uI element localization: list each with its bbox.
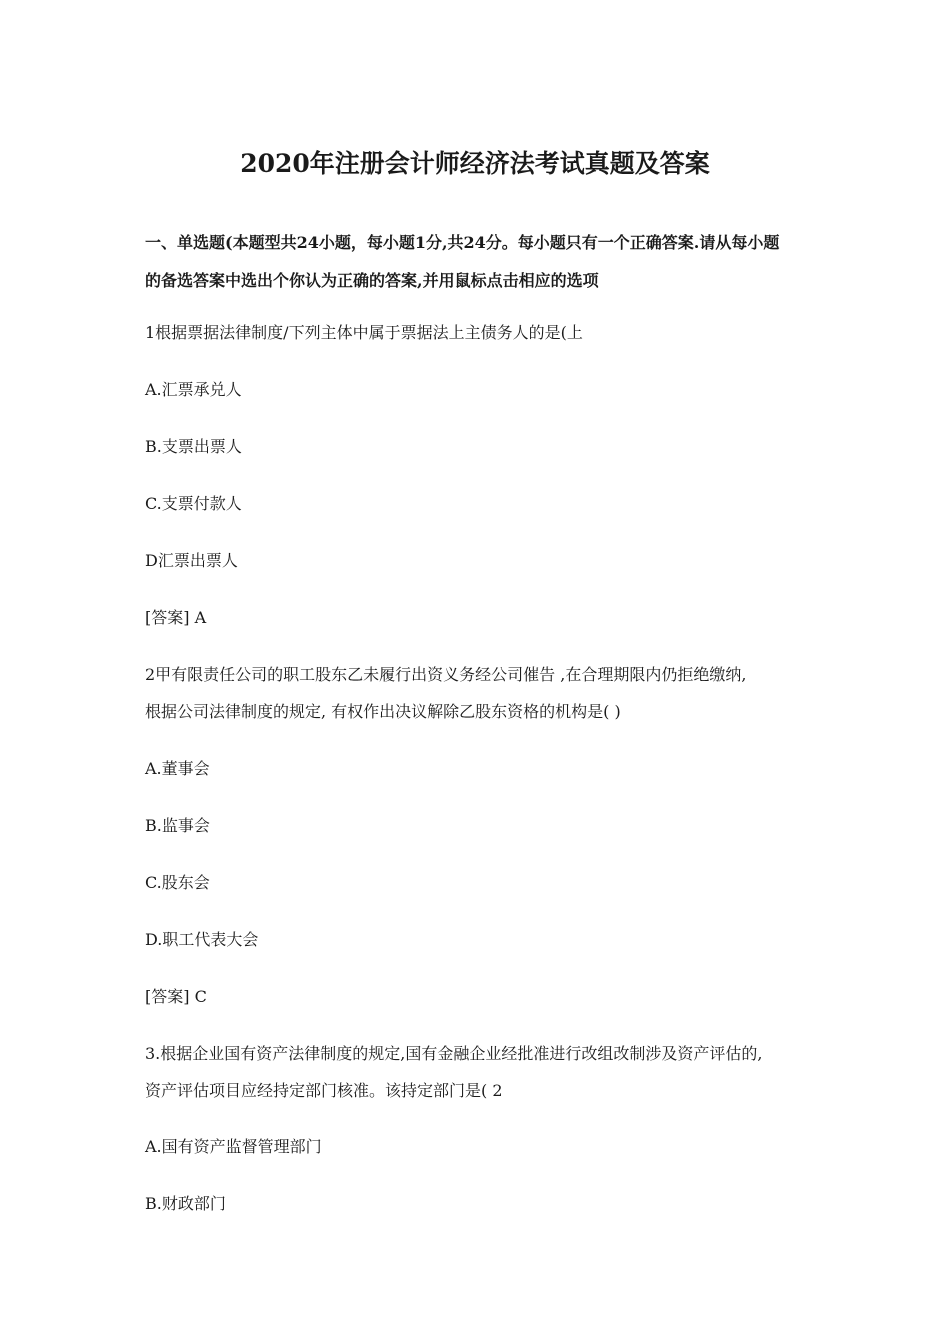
question-1-option-d: D汇票出票人	[145, 551, 238, 570]
question-3-stem-line-1: 3.根据企业国有资产法律制度的规定,国有金融企业经批准进行改组改制涉及资产评估的,	[145, 1044, 763, 1063]
question-2-option-a: A.董事会	[145, 759, 210, 778]
question-1-stem: 1根据票据法律制度/下列主体中属于票据法上主债务人的是(上	[145, 323, 583, 342]
question-1-option-c: C.支票付款人	[145, 494, 242, 513]
question-2-stem-line-1: 2甲有限责任公司的职工股东乙未履行出资义务经公司催告 ,在合理期限内仍拒绝缴纳,	[145, 665, 747, 684]
section-heading-line-2: 的备选答案中选出个你认为正确的答案,并用鼠标点击相应的选项	[145, 271, 599, 290]
question-1-option-b: B.支票出票人	[145, 437, 242, 456]
section-heading-line-1: 一、单选题(本题型共24小题，每小题1分,共24分。每小题只有一个正确答案.请从每小题	[145, 233, 780, 252]
question-1-answer: [答案] A	[145, 608, 207, 627]
question-2-stem-line-2: 根据公司法律制度的规定, 有权作出决议解除乙股东资格的机构是( )	[145, 702, 621, 721]
question-3-option-a: A.国有资产监督管理部门	[145, 1137, 322, 1156]
question-3-option-b: B.财政部门	[145, 1194, 226, 1213]
section-heading	[145, 224, 815, 300]
question-2-option-c: C.股东会	[145, 873, 210, 892]
question-2-answer: [答案] C	[145, 987, 207, 1006]
question-1-option-a: A.汇票承兑人	[145, 380, 242, 399]
document-title: 2020年注册会计师经济法考试真题及答案	[240, 149, 710, 178]
question-2-option-b: B.监事会	[145, 816, 210, 835]
question-3-stem-line-2: 资产评估项目应经持定部门核准。该持定部门是( 2	[145, 1081, 503, 1100]
question-2-option-d: D.职工代表大会	[145, 930, 259, 949]
